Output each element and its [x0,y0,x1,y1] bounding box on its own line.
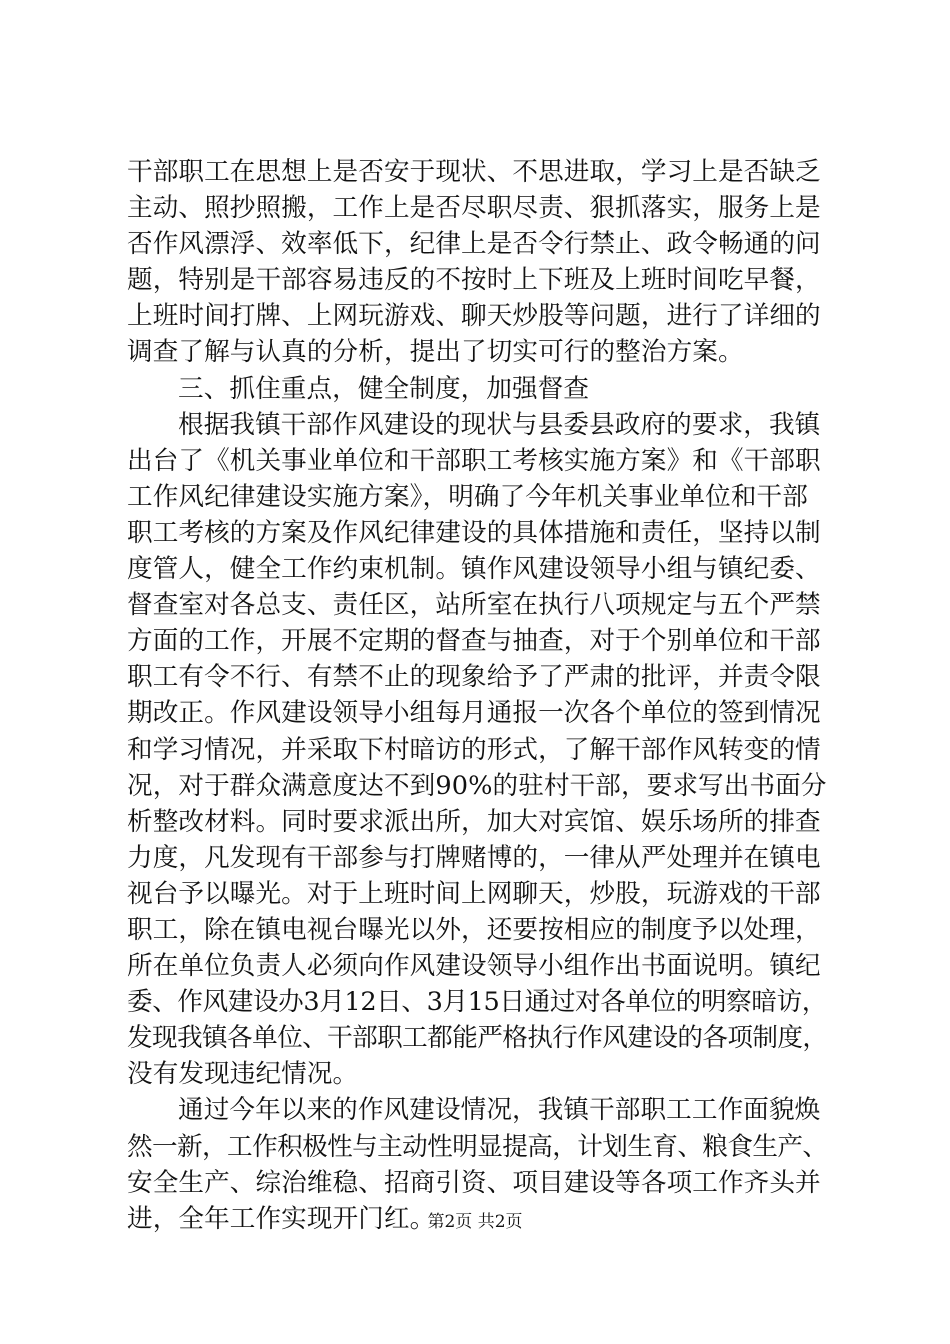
text-line: 根据我镇干部作风建设的现状与县委县政府的要求，我镇 [178,409,821,440]
text-line: 视台予以曝光。对于上班时间上网聊天，炒股，玩游戏的干部 [127,878,821,909]
text-line: 然一新，工作积极性与主动性明显提高，计划生育、粮食生产、 [127,1131,828,1162]
text-line: 调查了解与认真的分析，提出了切实可行的整治方案。 [127,337,744,368]
text-line: 主动、照抄照搬，工作上是否尽职尽责、狠抓落实，服务上是 [127,193,821,224]
text-line: 上班时间打牌、上网玩游戏、聊天炒股等问题，进行了详细的 [127,301,821,332]
text-line: 干部职工在思想上是否安于现状、不思进取，学习上是否缺乏 [127,157,821,187]
text-line: 况，对于群众满意度达不到90%的驻村干部，要求写出书面分 [127,770,827,801]
text-line: 没有发现违纪情况。 [127,1059,359,1090]
page-footer: 第2页 共2页 [427,1212,523,1232]
text-line: 出台了《机关事业单位和干部职工考核实施方案》和《干部职 [127,445,821,476]
text-line: 职工有令不行、有禁不止的现象给予了严肃的批评，并责令限 [127,662,821,693]
text-line: 进，全年工作实现开门红。 [127,1203,436,1234]
text-line: 职工考核的方案及作风纪律建设的具体措施和责任，坚持以制 [127,517,821,548]
text-line: 职工，除在镇电视台曝光以外，还要按相应的制度予以处理， [127,914,821,945]
text-line: 通过今年以来的作风建设情况，我镇干部职工工作面貌焕 [178,1095,821,1126]
text-line: 题，特别是干部容易违反的不按时上下班及上班时间吃早餐， [127,265,821,296]
text-line: 期改正。作风建设领导小组每月通报一次各个单位的签到情况 [127,698,821,729]
text-line: 发现我镇各单位、干部职工都能严格执行作风建设的各项制度， [127,1023,828,1054]
text-line: 安全生产、综治维稳、招商引资、项目建设等各项工作齐头并 [127,1167,821,1198]
text-line: 和学习情况，并采取下村暗访的形式，了解干部作风转变的情 [127,734,821,765]
text-line: 三、抓住重点，健全制度，加强督查 [178,373,590,404]
text-line: 度管人，健全工作约束机制。镇作风建设领导小组与镇纪委、 [127,554,821,585]
text-line: 力度，凡发现有干部参与打牌赌博的，一律从严处理并在镇电 [127,842,821,873]
text-line: 析整改材料。同时要求派出所，加大对宾馆、娱乐场所的排查 [127,806,821,837]
document-body [127,154,827,1237]
text-line: 工作风纪律建设实施方案》，明确了今年机关事业单位和干部 [127,481,808,512]
text-line: 委、作风建设办3月12日、3月15日通过对各单位的明察暗访， [127,987,827,1018]
text-line: 否作风漂浮、效率低下，纪律上是否令行禁止、政令畅通的问 [127,229,821,260]
text-line: 督查室对各总支、责任区，站所室在执行八项规定与五个严禁 [127,590,821,621]
text-line: 所在单位负责人必须向作风建设领导小组作出书面说明。镇纪 [127,951,821,982]
text-line: 方面的工作，开展不定期的督查与抽查，对于个别单位和干部 [127,626,821,657]
